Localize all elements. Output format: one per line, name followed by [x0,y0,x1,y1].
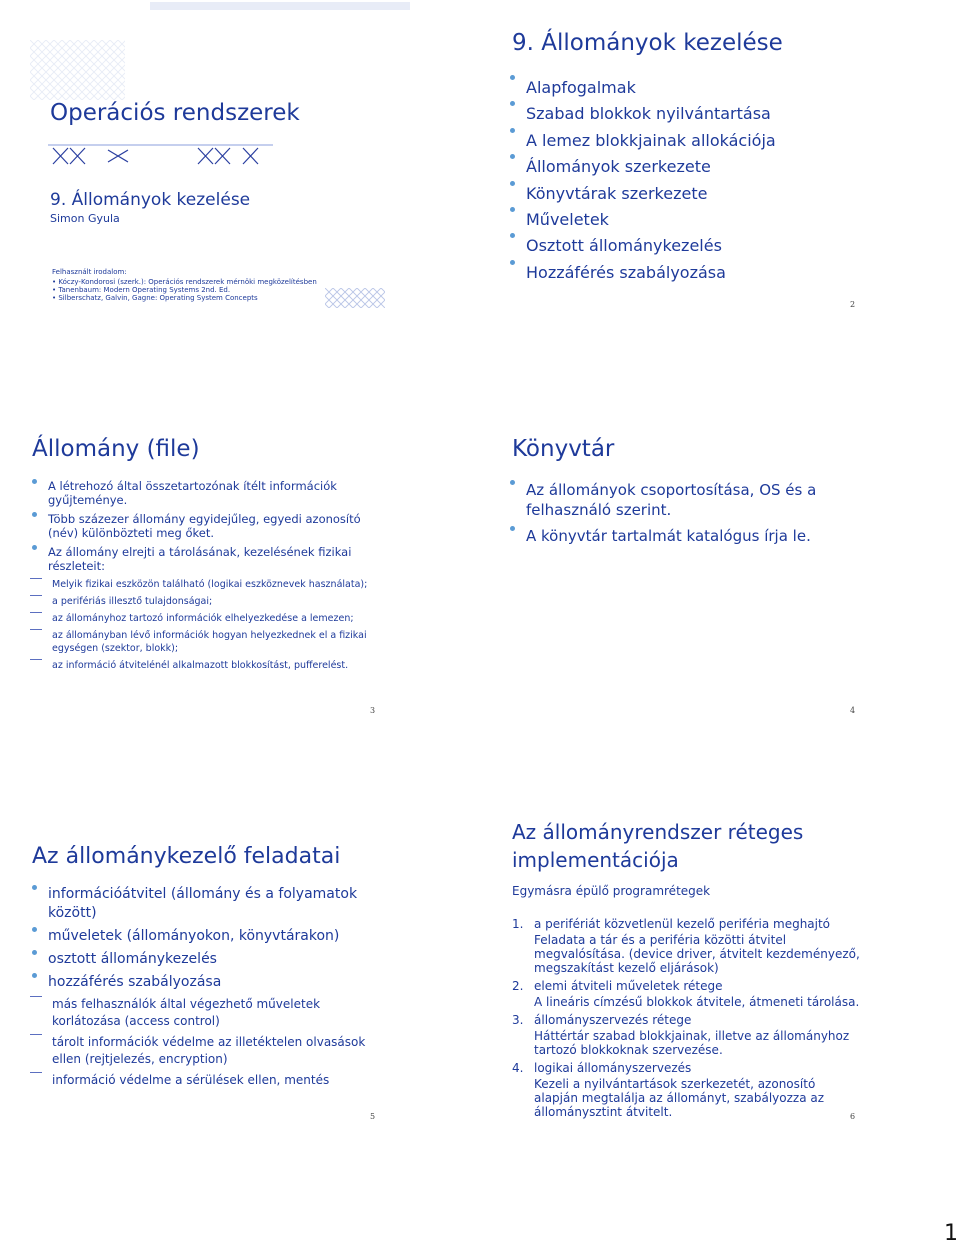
list-item: Könyvtárak szerkezete [508,181,776,207]
list-item-text: Az állomány elrejti a tárolásának, kezelésének fizikai részleteit: [48,545,352,573]
sub-list-item: az információ átvitelénél alkalmazott blokkosítást, pufferelést. [30,659,410,672]
list-item: Hozzáférés szabályozása [508,260,776,286]
decor-x-pattern [48,142,273,166]
sub-list [30,578,410,672]
slide-6 [480,800,960,1120]
list-item: műveletek (állományokon, könyvtárakon) [30,927,380,946]
sub-list-item: az állományhoz tartozó információk elhelyezkedése a lemezen; [30,612,410,625]
decor-pattern-top [30,40,125,100]
list-item [30,973,380,1089]
sub-list-item: információ védelme a sérülések ellen, mentés [30,1072,370,1089]
layer-description: Kezeli a nyilvántartások szerkezetét, azonosító alapján megtalálja az állományt, szabályozza az állománysztint átvitelt. [534,1077,825,1119]
layer-heading: a perifériát közvetlenül kezelő periféria meghajtó [534,917,831,931]
sub-list-item: tárolt információk védelme az illetéktelen olvasások ellen (rejtjelezés, encryption) [30,1034,370,1068]
page-number: 5 [370,1112,376,1121]
author: Simon Gyula [50,212,120,225]
layer-number: 4. [512,1061,524,1075]
layer-item [512,1061,862,1119]
list-item: Az állományok csoportosítása, OS és a felhasználó szerint. [508,480,858,520]
list-item: A létrehozó által összetartozónak ítélt információk gyűjteménye. [30,479,390,507]
sub-list-item: az állományban lévő információk hogyan helyezkednek el a fizikai egységen (szektor, blokk); [30,629,410,655]
layer-number: 1. [512,917,524,931]
title: Könyvtár [512,436,615,462]
layer-heading: elemi átviteli műveletek rétege [534,979,723,993]
layer-number: 2. [512,979,524,993]
slide-4 [480,400,960,720]
literature-item: • Tanenbaum: Modern Operating Systems 2nd. Ed. [52,286,231,294]
list-item: Osztott állománykezelés [508,233,776,259]
layer-description: Háttértár szabad blokkjainak, illetve az állományhoz tartozó blokkoknak szervezése. [534,1029,850,1057]
content-list [30,479,390,672]
layer-list [512,917,862,1119]
layer-heading: logikai állományszervezés [534,1061,692,1075]
layer-item [512,1013,862,1057]
list-item-text: hozzáférés szabályozása [48,974,222,990]
sub-list-item: Melyik fizikai eszközön található (logikai eszköznevek használata); [30,578,410,591]
layer-heading: állományszervezés rétege [534,1013,692,1027]
list-item: Állományok szerkezete [508,154,776,180]
page-number: 2 [850,300,856,309]
page-number: 6 [850,1112,856,1121]
layer-description: Feladata a tár és a periféria közötti átvitel megvalósítása. (device driver, átvitelt kezdeményező, megszakítást kezelő eljárások) [534,933,860,975]
decor-pattern-bottom [325,288,385,308]
slide-5 [0,800,480,1120]
subtitle: 9. Állományok kezelése [50,190,251,210]
content-list [30,885,380,1089]
list-item: Több százezer állomány egyidejűleg, egyedi azonosító (név) különbözteti meg őket. [30,512,390,540]
sub-list-item: más felhasználók által végezhető műveletek korlátozása (access control) [30,996,370,1030]
title: Az állományrendszer réteges implementációja [512,820,804,872]
layer-item [512,979,862,1009]
sub-list [30,996,370,1089]
title: Állomány (file) [32,436,200,462]
list-item: A könyvtár tartalmát katalógus írja le. [508,526,858,546]
slide-2 [480,0,960,320]
literature-item: • Silberschatz, Galvin, Gagne: Operating System Concepts [52,294,258,302]
list-item: Műveletek [508,207,776,233]
title: Az állománykezelő feladatai [32,844,341,869]
topic-list [508,75,776,286]
layer-description: A lineáris címzésű blokkok átvitele, átmeneti tárolása. [534,995,860,1009]
page-number: 3 [370,706,376,715]
literature-heading: Felhasznált irodalom: [52,268,127,276]
layer-number: 3. [512,1013,524,1027]
intro-text: Egymásra épülő programrétegek [512,884,711,898]
slide-3 [0,400,480,720]
list-item: információátvitel (állomány és a folyamatok között) [30,885,380,923]
title: 9. Állományok kezelése [512,30,783,56]
title: Operációs rendszerek [50,100,300,126]
content-list [508,480,858,546]
literature-item: • Kóczy-Kondorosi (szerk.): Operációs rendszerek mérnöki megközelítésben [52,278,317,286]
list-item: Alapfogalmak [508,75,776,101]
sheet-page-number: 1 [944,1221,958,1246]
layer-item [512,917,862,975]
slide-1 [0,0,480,320]
list-item: A lemez blokkjainak allokációja [508,128,776,154]
decor-bar-top [150,2,410,10]
sub-list-item: a perifériás illesztő tulajdonságai; [30,595,410,608]
list-item: Szabad blokkok nyilvántartása [508,101,776,127]
page-number: 4 [850,706,856,715]
list-item: osztott állománykezelés [30,950,380,969]
list-item [30,545,390,672]
